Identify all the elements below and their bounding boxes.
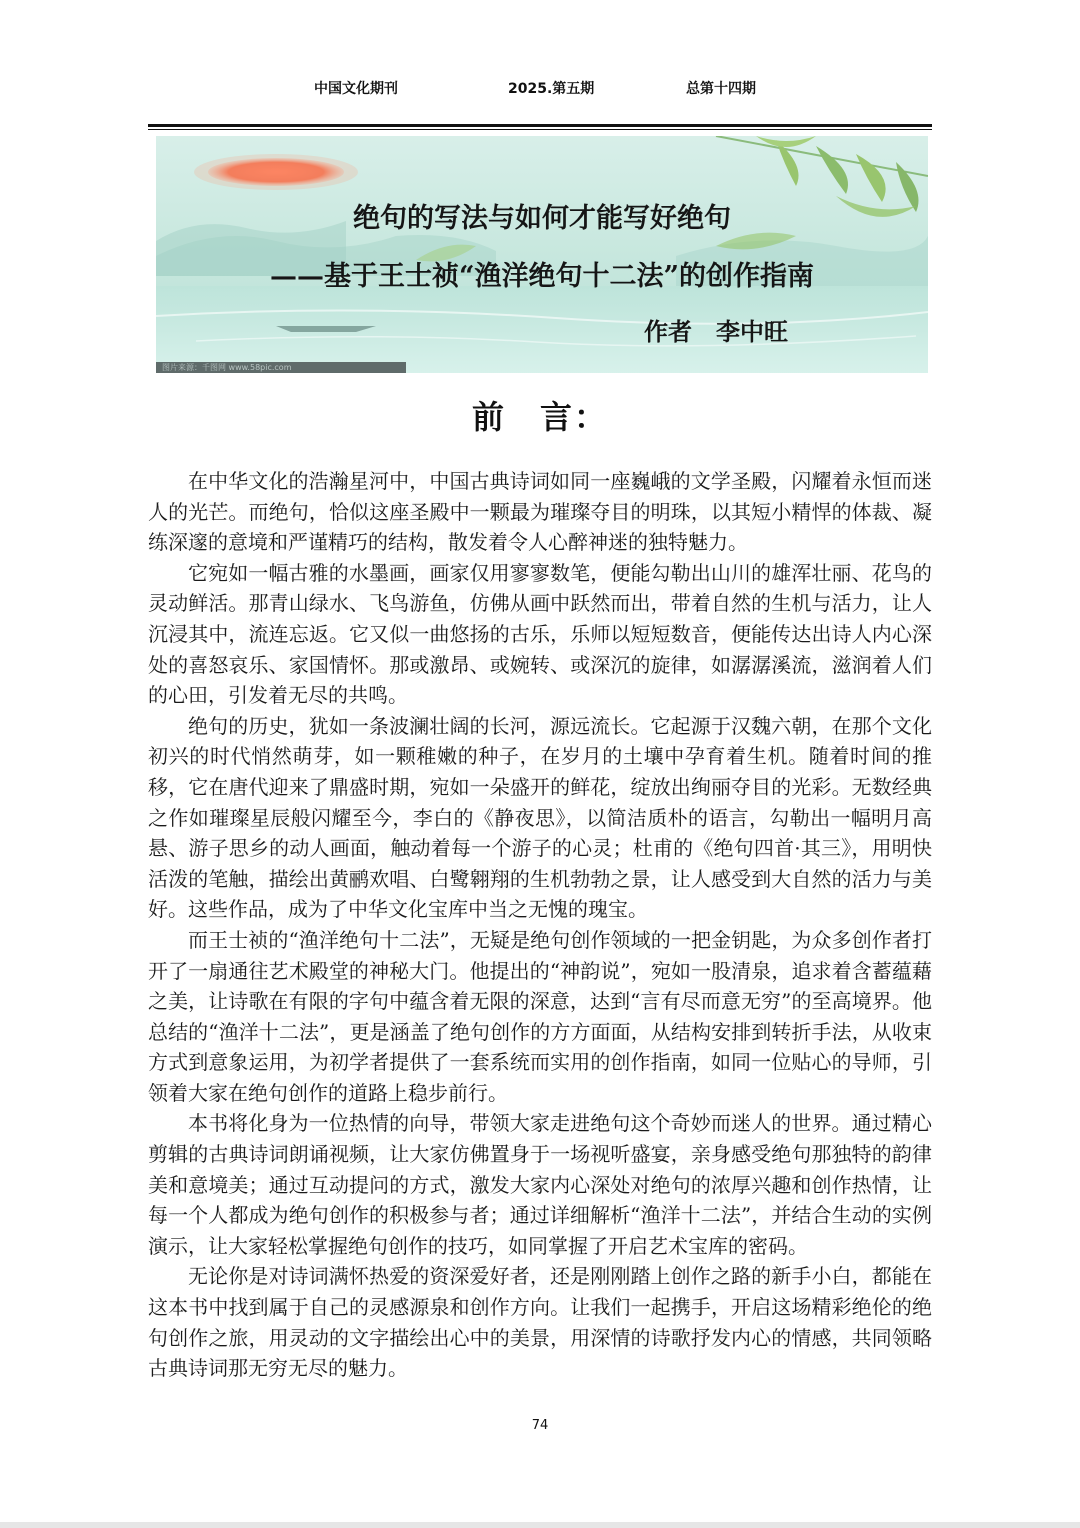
paragraph-3: 绝句的历史，犹如一条波澜壮阔的长河，源远流长。它起源于汉魏六朝，在那个文化初兴的时代悄然萌芽，如一颗稚嫩的种子，在岁月的土壤中孕育着生机。随着时间的推移，它在唐代迎来了鼎盛时期，宛如一朵盛开的鲜花，绽放出绚丽夺目的光彩。无数经典之作如璀璨星辰般闪耀至今，李白的《静夜思》，以简洁质朴的语言，勾勒出一幅明月高悬、游子思乡的动人画面，触动着每一个游子的心灵；杜甫的《绝句四首·其三》，用明快活泼的笔触，描绘出黄鹂欢唱、白鹭翱翔的生机勃勃之景，让人感受到大自然的活力与美好。这些作品，成为了中华文化宝库中当之无愧的瑰宝。: [148, 713, 932, 922]
paragraph-1: 在中华文化的浩瀚星河中，中国古典诗词如同一座巍峨的文学圣殿，闪耀着永恒而迷人的光芒。而绝句，恰似这座圣殿中一颗最为璀璨夺目的明珠，以其短小精悍的体裁、凝练深邃的意境和严谨精巧的结构，散发着令人心醉神迷的独特魅力。: [148, 469, 932, 555]
page-number: 74: [531, 1418, 549, 1433]
paragraph-4: 而王士祯的“渔洋绝句十二法”，无疑是绝句创作领域的一把金钥匙，为众多创作者打开了一扇通往艺术殿堂的神秘大门。他提出的“神韵说”，宛如一股清泉，追求着含蓄蕴藉之美，让诗歌在有限的字句中蕴含着无限的深意，达到“言有尽而意无穷”的至高境界。他总结的“渔洋十二法”，更是涵盖了绝句创作的方方面面，从结构安排到转折手法，从收束方式到意象运用，为初学者提供了一套系统而实用的创作指南，如同一位贴心的导师，引领着大家在绝句创作的道路上稳步前行。: [148, 927, 932, 1105]
total-issue: 总第十四期: [686, 81, 756, 97]
paragraph-2: 它宛如一幅古雅的水墨画，画家仅用寥寥数笔，便能勾勒出山川的雄浑壮丽、花鸟的灵动鲜活。那青山绿水、飞鸟游鱼，仿佛从画中跃然而出，带着自然的生机与活力，让人沉浸其中，流连忘返。它又似一曲悠扬的古乐，乐师以短短数音，便能传达出诗人内心深处的喜怒哀乐、家国情怀。那或激昂、或婉转、或深沉的旋律，如潺潺溪流，滋润着人们的心田，引发着无尽的共鸣。: [148, 560, 932, 708]
journal-name: 中国文化期刊: [314, 81, 398, 97]
author-line: 作者 李中旺: [644, 317, 788, 346]
paragraph-5: 本书将化身为一位热情的向导，带领大家走进绝句这个奇妙而迷人的世界。通过精心剪辑的古典诗词朗诵视频，让大家仿佛置身于一场视听盛宴，亲身感受绝句那独特的韵律美和意境美；通过互动提问的方式，激发大家内心深处对绝句的浓厚兴趣和创作热情，让每一个人都成为绝句创作的积极参与者；通过详细解析“渔洋十二法”，并结合生动的实例演示，让大家轻松掌握绝句创作的技巧，如同掌握了开启艺术宝库的密码。: [148, 1111, 932, 1258]
page-bottom-edge: [0, 1522, 1080, 1528]
body-text: [148, 466, 932, 1384]
header-rule-thick: [148, 124, 932, 127]
title-banner: [156, 136, 928, 373]
header-rule-thin: [148, 129, 932, 130]
issue-number: 2025.第五期: [508, 81, 595, 97]
article-subtitle: ——基于王士祯“渔洋绝句十二法”的创作指南: [269, 261, 815, 292]
running-header: [0, 78, 1080, 102]
section-title: 前 言：: [471, 398, 608, 436]
article-title: 绝句的写法与如何才能写好绝句: [353, 203, 731, 234]
image-credit: 图片来源：千图网 www.58pic.com: [156, 362, 406, 373]
paragraph-6: 无论你是对诗词满怀热爱的资深爱好者，还是刚刚踏上创作之路的新手小白，都能在这本书中找到属于自己的灵感源泉和创作方向。让我们一起携手，开启这场精彩绝伦的绝句创作之旅，用灵动的文字描绘出心中的美景，用深情的诗歌抒发内心的情感，共同领略古典诗词那无穷无尽的魅力。: [148, 1264, 932, 1381]
